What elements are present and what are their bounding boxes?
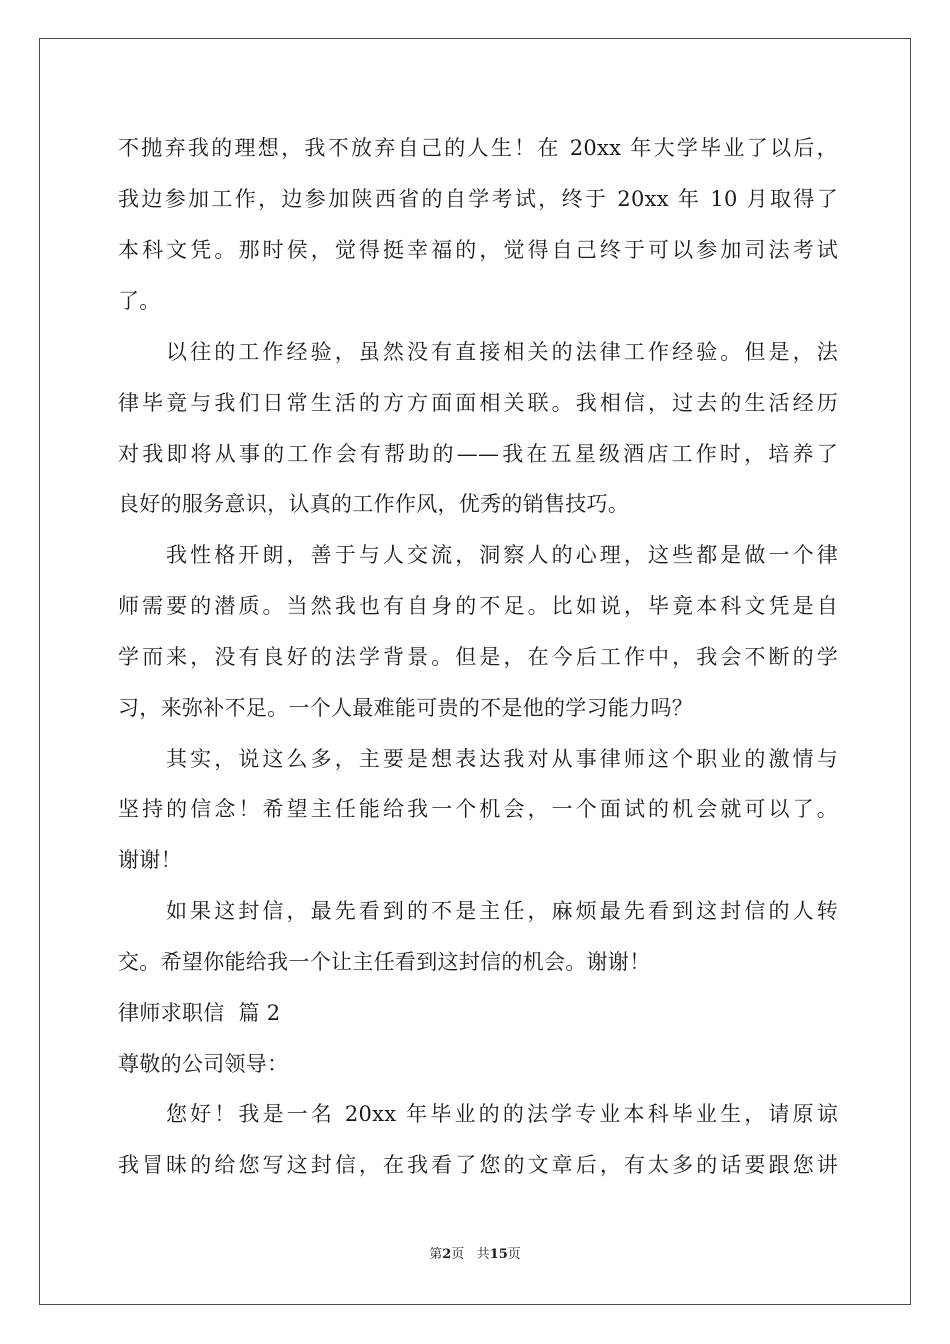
footer-prefix: 第 [429, 1247, 443, 1262]
page-footer [0, 1247, 950, 1263]
footer-total-suffix: 页 [507, 1247, 521, 1262]
text-line: 坚持的信念！希望主任能给我一个机会，一个面试的机会就可以了。 [118, 797, 838, 821]
text-line: 了。 [118, 289, 161, 313]
text-line: 我冒昧的给您写这封信，在我看了您的文章后，有太多的话要跟您讲 [118, 1153, 838, 1177]
text-line: 不抛弃我的理想，我不放弃自己的人生！在 20xx 年大学毕业了以后， [118, 136, 838, 160]
text-line: 师需要的潜质。当然我也有自身的不足。比如说，毕竟本科文凭是自 [118, 594, 838, 618]
text-line: 对我即将从事的工作会有帮助的——我在五星级酒店工作时，培养了 [118, 442, 838, 466]
text-line: 学而来，没有良好的法学背景。但是，在今后工作中，我会不断的学 [118, 645, 838, 669]
text-line: 本科文凭。那时侯，觉得挺幸福的，觉得自己终于可以参加司法考试 [118, 238, 838, 262]
footer-total-pages: 15 [489, 1247, 508, 1262]
paragraph-start-line: 其实，说这么多，主要是想表达我对从事律师这个职业的激情与 [166, 747, 838, 771]
text-line: 交。希望你能给我一个让主任看到这封信的机会。谢谢！ [118, 950, 651, 974]
footer-total-prefix: 共 [476, 1247, 490, 1262]
text-line: 律毕竟与我们日常生活的方方面面相关联。我相信，过去的生活经历 [118, 391, 838, 415]
text-line: 谢谢！ [118, 848, 182, 872]
paragraph-start-line: 您好！我是一名 20xx 年毕业的的法学专业本科毕业生，请原谅 [166, 1102, 838, 1126]
text-line: 我边参加工作，边参加陕西省的自学考试，终于 20xx 年 10 月取得了 [118, 187, 838, 211]
text-line: 习，来弥补不足。一个人最难能可贵的不是他的学习能力吗？ [118, 696, 694, 720]
section-heading: 律师求职信 篇 2 [118, 1001, 281, 1025]
text-line: 良好的服务意识，认真的工作作风，优秀的销售技巧。 [118, 492, 630, 516]
paragraph-start-line: 以往的工作经验，虽然没有直接相关的法律工作经验。但是，法 [166, 340, 838, 364]
paragraph-start-line: 如果这封信，最先看到的不是主任，麻烦最先看到这封信的人转 [166, 899, 838, 923]
footer-page-suffix: 页 [451, 1247, 465, 1262]
salutation: 尊敬的公司领导： [118, 1052, 289, 1076]
footer-page-number: 2 [442, 1247, 452, 1262]
paragraph-start-line: 我性格开朗，善于与人交流，洞察人的心理，这些都是做一个律 [166, 543, 838, 567]
